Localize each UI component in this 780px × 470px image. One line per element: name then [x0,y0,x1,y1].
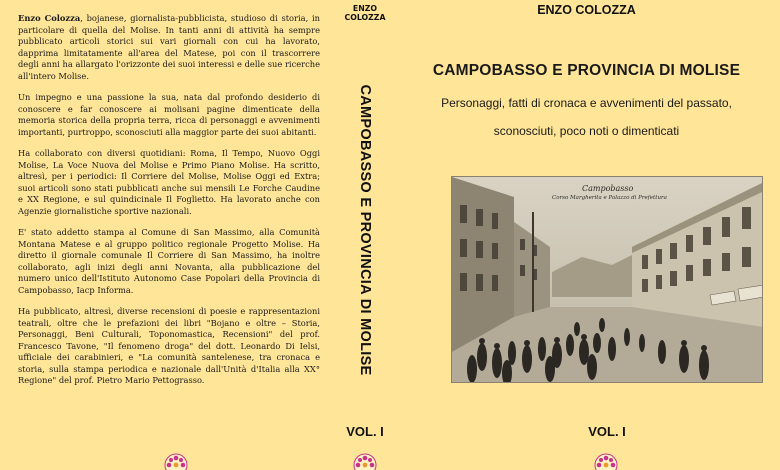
photo-caption-place: Corso Margherita e Palazzo di Prefettura [552,195,667,201]
bio-paragraph-1 [18,13,320,82]
front-subtitle-line-2: sconosciuti, poco noti o dimenticati [493,124,680,138]
spine-publisher-logo [352,452,378,470]
spine-author [340,4,390,22]
bio-paragraph-4: E' stato addetto stampa al Comune di San Massimo, alla Comunità Montana Matese e al gruppo politico regionale Progetto Molise. Ha diretto il giornale comunale Il Corriere di San Massimo, ha inoltre collaborato, agli inizi degli anni Novanta, alla pubblicazione del numero unico dell'Istituto Autonomo Case Popolari della Provincia di Campobasso, Iacp Informa. [18,227,320,295]
photo-caption-city: Campobasso [582,184,634,193]
spine-volume: VOL. I [346,424,384,439]
front-author: ENZO COLOZZA [537,3,636,17]
historic-street-photo [451,176,763,383]
flower-logo-icon [593,452,619,470]
spine-title: CAMPOBASSO E PROVINCIA DI MOLISE [357,84,373,376]
front-cover [393,0,780,470]
book-spine [340,0,390,470]
spine-author-first: ENZO [352,4,378,13]
back-publisher-logo [163,452,189,470]
bio-paragraph-5: Ha pubblicato, altresì, diverse recensioni di poesie e rappresentazioni teatrali, oltre che le prefazioni dei libri "Bojano e oltre – Storia, Personaggi, Beni Culturali, Toponomastica, Recensioni" del prof. Francesco Tavone, "Il fenomeno droga" del dott. Leonardo Di Ielsi, ufficiale dei carabinieri, e "La comunità santelenese, tra cronaca e storia, sulla stampa periodica e nazionale dall'Unità d'Italia alla XX° Regione" del prof. Pietro Mario Pettograsso. [18,306,320,385]
bio-paragraph-3: Ha collaborato con diversi quotidiani: Roma, Il Tempo, Nuovo Oggi Molise, La Voce Nuova del Molise e Primo Piano Molise. Ha scritto, altresì, per i periodici: Il Corriere del Molise, Molise Oggi ed Extra; suoi articoli sono stati pubblicati anche sui mensili Le Forche Caudine e XX Regione, e sul quindicinale Il Foglietto. Ha lavorato anche con Agenzie giornalistiche sportive nazionali. [18,148,320,216]
back-cover [0,0,335,470]
bio-paragraph-2: Un impegno e una passione la sua, nata dal profondo desiderio di conoscere e far conoscere ai molisani pagine dimenticate della memoria storica della propria terra, ricca di personaggi e avvenimenti importanti, purtroppo, sconosciuti alla maggior parte dei suoi abitanti. [18,92,320,137]
bio-author-name: Enzo Colozza [18,13,81,23]
flower-logo-icon [352,452,378,470]
front-title: CAMPOBASSO E PROVINCIA DI MOLISE [432,62,741,79]
front-publisher-logo [593,452,619,470]
front-subtitle-line-1: Personaggi, fatti di cronaca e avvenimenti del passato, [441,96,732,110]
street-scene-illustration [452,177,763,383]
author-biography [18,13,320,397]
spine-author-last: COLOZZA [344,13,386,22]
front-volume: VOL. I [588,424,626,439]
flower-logo-icon [163,452,189,470]
bio-paragraph-1-text: , bojanese, giornalista-pubblicista, studioso di storia, in particolare di quella del Molise. In tanti anni di attività ha sempre pubblicato articoli storici sui vari giornali con cui ha lavorato, dapprima limitatamente all'area del Matese, poi con il trascorrere degli anni ha allargato l'orizzonte dei suoi interessi e delle sue ricerche all'intero Molise. [18,13,320,81]
